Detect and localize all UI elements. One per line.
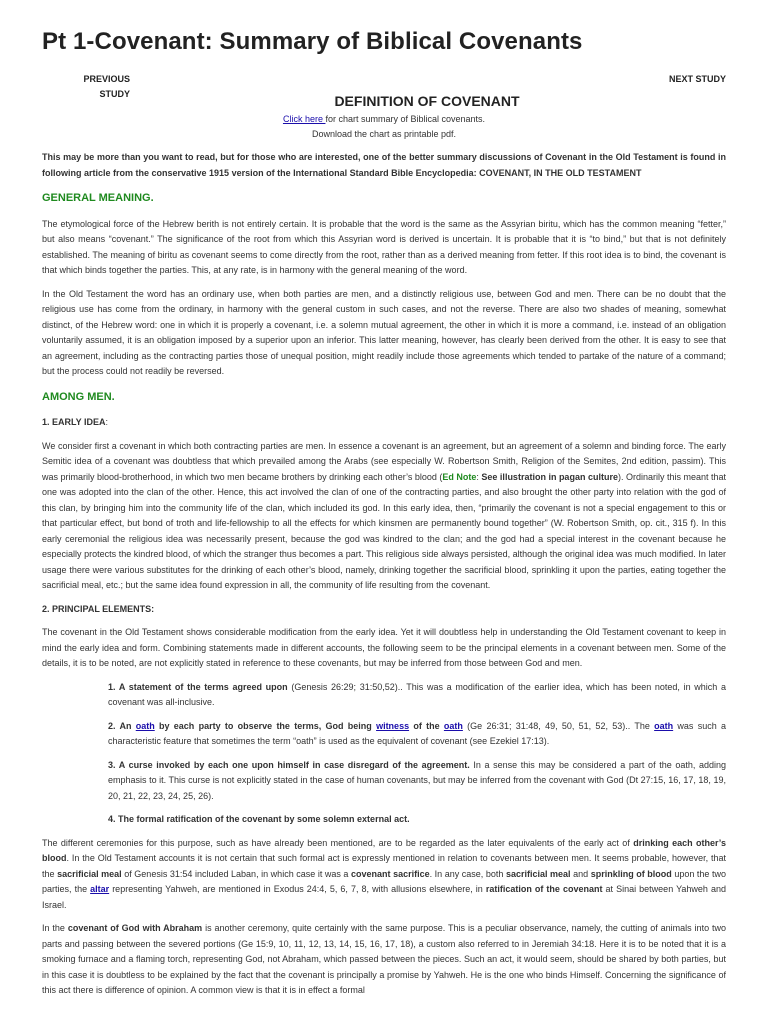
element-2-text-a: (Ge 26:31; 31:48, 49, 50, 51, 52, 53).. The bbox=[462, 720, 655, 731]
chart-link[interactable]: Click here bbox=[282, 114, 326, 124]
general-meaning-heading: GENERAL MEANING. bbox=[42, 192, 154, 204]
abraham-covenant-term: covenant of God with Abraham bbox=[67, 923, 203, 933]
element-4: 4. The formal ratification of the covenant by some solemn external act. bbox=[108, 814, 410, 824]
early-idea-text-2: ). Ordinarily this meant that one was adopted into the clan of the other. Hence, this act involved the clan of one of the contracting parties, and also brought the other party into relation with the god of this clan, by bringing him into the community life of the clan, which included its god. In this early idea, then, “primarily the covenant is not a special engagement to this or that particular effect, but bond of troth and life-fellowship to all the effects for which kinsmen are permanently bound together” (W. Robertson Smith, op. cit., 315 f). In this early ceremonial the religious idea was necessarily present, because the god was kindred to the clan; and the god had a special interest in the covenant because he especially protects the kindred blood, of which the stranger thus becomes a part. This religious side always persisted, although the original idea was much modified. In later usage there were various substitutes for the drinking of each other’s blood, namely, drinking together the sacrificial blood, sprinkling it upon the parties, eating together the sacrificial meal, etc.; but the same idea found expression in all, the community of life resulting from the covenant. bbox=[42, 471, 726, 590]
chart-text: for chart summary of Biblical covenants. bbox=[325, 114, 486, 124]
ed-note-colon: : bbox=[476, 471, 482, 482]
chart-line bbox=[0, 114, 768, 124]
previous-label[interactable]: PREVIOUS bbox=[83, 74, 130, 84]
general-paragraph-2: In the Old Testament the word has an ordinary use, when both parties are men, and a distinctly religious use, between God and men. There can be no doubt that the religious use has come from the ordinary, in harmony with the general custom in such cases, and not the reverse. There are also two shades of meaning, somewhat distinct, of the Hebrew word: one in which it is properly a covenant, i.e. a solemn mutual agreement, the other in which it is more a command, i.e. instead of an obligation voluntarily assumed, it is an obligation imposed by a superior upon an inferior. This latter meaning, however, has clearly been derived from the other. It is easy to see that an agreement, including as the contracting parties those of unequal position, might readily include those agreements which tended to partake of the nature of a command; but the process could not readily be reversed. bbox=[42, 288, 726, 376]
illustration-link[interactable]: See illustration in pagan culture bbox=[481, 471, 618, 482]
ceremonies-text-7: representing Yahweh, are mentioned in Exodus 24:4, 5, 6, 7, 8, with allusions elsewhere, in bbox=[109, 884, 486, 894]
altar-link[interactable]: altar bbox=[90, 884, 110, 894]
element-2-title-a: 2. An bbox=[108, 720, 136, 731]
covenant-sacrifice-term: covenant sacrifice bbox=[351, 868, 430, 879]
element-2-title-c: of the bbox=[409, 720, 444, 731]
principal-elements-label: 2. PRINCIPAL ELEMENTS: bbox=[42, 603, 155, 614]
previous-label-2[interactable]: STUDY bbox=[99, 89, 130, 99]
sacrificial-meal-term-1: sacrificial meal bbox=[57, 868, 122, 879]
early-idea-label: 1. EARLY IDEA bbox=[42, 417, 106, 427]
page-title: Pt 1-Covenant: Summary of Biblical Covenants bbox=[42, 28, 583, 55]
drinking-blood-term: drinking each other’s blood bbox=[42, 837, 726, 863]
witness-link[interactable]: witness bbox=[376, 720, 410, 731]
early-idea-label-para bbox=[42, 415, 726, 431]
sprinkling-blood-term: sprinkling of blood bbox=[590, 868, 672, 879]
ceremonies-text-6: upon the two parties, the bbox=[42, 868, 727, 894]
ceremonies-text-3: of Genesis 31:54 included Laban, in which case it was a bbox=[121, 868, 351, 879]
element-2-text-b: was such a characteristic feature that sometimes the term “oath” is used as the equivalent of covenant (see Ezekiel 17:13). bbox=[108, 720, 726, 746]
principal-elements-paragraph: The covenant in the Old Testament shows considerable modification from the early idea. Yet it will doubtless help in understanding the Old Testament covenant to keep in mind the early idea and form. Combining statements made in different accounts, the following seem to be the principal elements in a covenant between men. Some of the details, it is to be noted, are not explicitly stated in reference to these covenants, but may be inferred from those between God and men. bbox=[42, 627, 726, 668]
ceremonies-text-5: and bbox=[570, 868, 591, 879]
download-line[interactable]: Download the chart as printable pdf. bbox=[311, 129, 457, 139]
element-1-text: (Genesis 26:29; 31:50,52).. This was a modification of the earlier idea, which has been noted, in which a covenant was all-inclusive. bbox=[108, 681, 726, 707]
abraham-text-1: In the bbox=[42, 923, 68, 933]
abraham-paragraph bbox=[42, 921, 726, 999]
next-study-link[interactable]: NEXT STUDY bbox=[668, 74, 726, 84]
element-3-title: 3. A curse invoked by each one upon himself in case disregard of the agreement. bbox=[108, 759, 470, 770]
ratification-term: ratification of the covenant bbox=[485, 884, 603, 894]
ceremonies-paragraph bbox=[42, 836, 726, 914]
early-idea-paragraph bbox=[42, 439, 726, 594]
early-idea-colon: : bbox=[105, 417, 109, 427]
element-3 bbox=[108, 758, 726, 805]
general-paragraph-1: The etymological force of the Hebrew berith is not entirely certain. It is probable that the word is the same as the Assyrian biritu, which has the common meaning “fetter,” but also means “covenant.” The significance of the root from which this Assyrian word is derived is uncertain. It is probable that it is “to bind,” but that is not definitely established. The meaning of biritu as covenant seems to come directly from the root, rather than as a derived meaning from fetter. If this root idea is to bind, the covenant is that which binds together the parties. This, at any rate, is in harmony with the general meaning of the word. bbox=[42, 218, 726, 275]
intro-paragraph: This may be more than you want to read, but for those who are interested, one of the better summary discussions of Covenant in the Old Testament is found in following article from the conservative 1915 version of the International Standard Bible Encyclopedia: COVENANT, IN THE OLD TESTAMENT bbox=[42, 152, 726, 178]
section-title: DEFINITION OF COVENANT bbox=[334, 93, 520, 109]
ed-note: Ed Note bbox=[442, 471, 477, 482]
element-3-text: In a sense this may be considered a part of the oath, adding emphasis to it. This curse is not explicitly stated in the case of human covenants, but may be inferred from the covenant with God (Dt 27:15, 16, 17, 18, 19, 20, 21, 22, 23, 24, 25, 26). bbox=[108, 759, 726, 801]
article-body bbox=[42, 150, 726, 1007]
abraham-text-2: is another ceremony, quite certainly with the same purpose. This is a peculiar observance, namely, the cutting of animals into two parts and passing between the severed portions (Ge 15:9, 10, 11, 12, 13, 14, 15, 16, 17, 18), a custom also referred to in Jeremiah 34:18. Here it is to be noted that it is a smoking furnace and a flaming torch, representing God, not Abraham, which passed between the pieces. Such an act, it would seem, should be shared by both parties, but in this case it is doubtless to be explained by the fact that the covenant is principally a promise by Yahweh. He is the one who binds Himself. Concerning the significance of this act there is difference of opinion. A common view is that it is in effect a formal bbox=[42, 923, 726, 995]
element-2 bbox=[108, 719, 726, 750]
ceremonies-text-8: at Sinai between Yahweh and Israel. bbox=[42, 884, 727, 910]
oath-link-2[interactable]: oath bbox=[443, 720, 463, 731]
element-1 bbox=[108, 680, 726, 711]
oath-link-3[interactable]: oath bbox=[654, 720, 674, 731]
oath-link-1[interactable]: oath bbox=[135, 720, 155, 731]
element-2-title-b: by each party to observe the terms, God being bbox=[154, 720, 377, 731]
early-idea-text-1: We consider first a covenant in which both contracting parties are men. In essence a covenant is an agreement, but an agreement of a solemn and binding force. The early Semitic idea of a covenant was doubtless that which prevailed among the Arabs (see especially W. Robertson Smith, Religion of the Semites, 2nd edition, passim). This was primarily blood-brotherhood, in which two men became brothers by drinking each other’s blood ( bbox=[42, 440, 726, 482]
ceremonies-text-2: . In the Old Testament accounts it is not certain that such formal act is expressly mentioned in relation to covenants between men. It seems probable, however, that the bbox=[42, 853, 726, 879]
element-1-title: 1. A statement of the terms agreed upon bbox=[108, 681, 288, 692]
ceremonies-text-4: . In any case, both bbox=[429, 868, 506, 879]
sacrificial-meal-term-2: sacrificial meal bbox=[505, 868, 571, 879]
among-men-heading: AMONG MEN. bbox=[42, 390, 115, 403]
ceremonies-text-1: The different ceremonies for this purpose, such as have already been mentioned, are to be regarded as the later equivalents of the early act of bbox=[42, 837, 634, 848]
